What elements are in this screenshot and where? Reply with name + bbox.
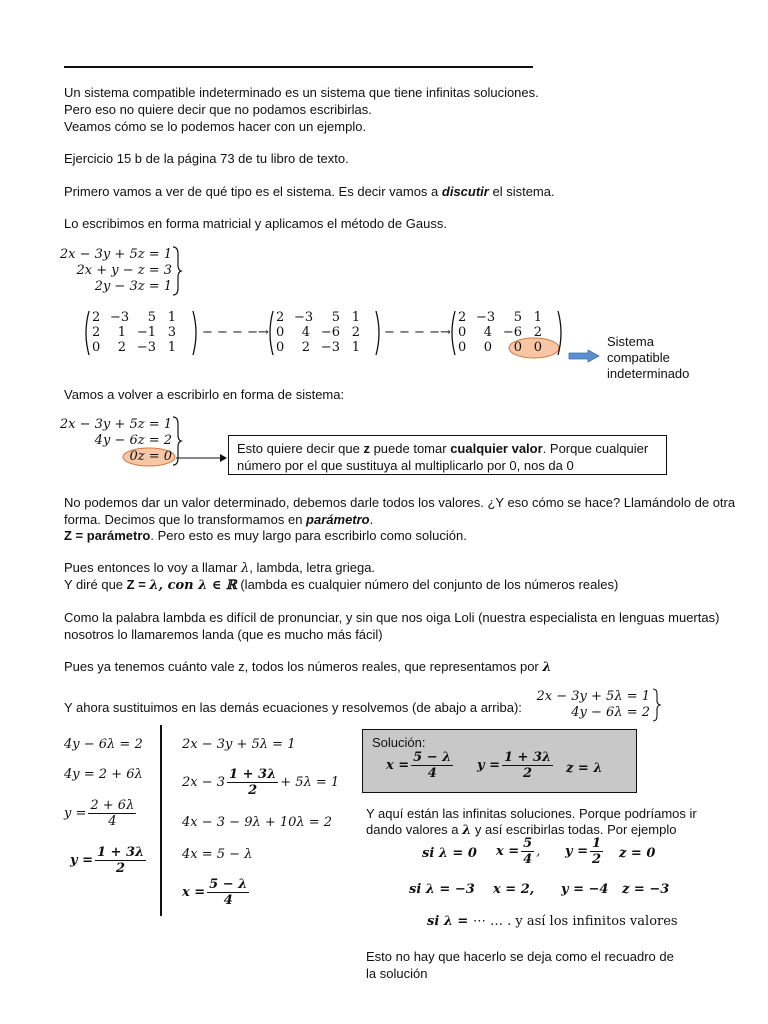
example1-y-den: 2 [591,852,602,867]
example3-rest: ⋯ … . y así los infinitos valores [472,914,678,929]
param-line-2-after: . [369,512,374,527]
column-divider [160,725,162,916]
example1-x-den: 4 [523,852,533,867]
col2-eq2-b: + 5λ = 1 [280,775,340,790]
example1-y [565,836,605,867]
matrix-cell: 4 [483,325,492,340]
classification-line-1: Sistema [607,334,654,349]
substitute-eq1: 2x − 3y + 5λ = 1 [536,689,650,704]
matrix-cell: 0 [276,325,285,340]
example2-x: x = 2, [493,882,535,897]
param-bold: Z = parámetro [64,528,151,543]
matrix-cell: 1 [351,310,360,325]
col1-eq3-num: 2 + 6λ [90,798,135,813]
system2-eq3: 0z = 0 [129,449,172,464]
zvalue-line [64,658,552,676]
infinite-line-2-before: dando valores a [366,822,463,837]
matrix-cell: −1 [136,325,156,340]
matrix-2 [276,310,360,355]
matrix-cell: 1 [167,310,176,325]
matrix-cell: 1 [533,310,542,325]
example1-z: z = 0 [619,846,656,861]
matrix-cell: −3 [136,340,156,355]
matrix-3-paren-left [448,310,456,356]
matrix-cell: 0 [276,340,285,355]
lambda-line-2-bold: Z = [126,577,150,592]
col2-eq1: 2x − 3y + 5λ = 1 [182,737,296,752]
matrix-cell: −3 [476,310,496,325]
pointer-arrow-icon [176,453,228,463]
matrix-cell: 5 [331,310,340,325]
matrix-cell: 2 [351,325,360,340]
matrix-cell: −3 [320,340,340,355]
system2-eq1: 2x − 3y + 5z = 1 [59,417,172,432]
note-middle: puede tomar [369,441,451,456]
matrix-cell: 5 [147,310,156,325]
zvalue-symbol: λ [542,660,552,675]
param-line-3 [64,527,467,544]
lambda-line-1-before: Pues entonces lo voy a llamar [64,560,242,575]
example1-x-after: , [536,844,541,859]
matrix-cell: 2 [458,310,467,325]
footer-line-1: Esto no hay que hacerlo se deja como el recuadro de [366,949,674,964]
param-line-2 [64,511,373,528]
example1-x-num: 5 [523,836,533,851]
col2-eq2-a: 2x − 3 [182,775,226,790]
solution-x-lhs: x = [386,758,410,773]
matrix-2-paren-left [266,310,274,356]
col2-eq5-num: 5 − λ [209,877,248,892]
matrix-cell: 1 [117,325,126,340]
substitute-brace [652,688,661,722]
matrix-cell: 5 [513,310,522,325]
system1-brace [172,246,182,296]
solution-x-den: 4 [427,766,437,781]
intro-line-1: Un sistema compatible indeterminado es un sistema que tiene infinitas soluciones. [64,85,539,100]
example2-y: y = −4 [561,882,609,897]
matrix-3 [458,310,542,355]
top-divider [64,66,533,68]
right-arrow-icon [568,349,600,363]
solution-y-den: 2 [523,766,533,781]
col1-eq1: 4y − 6λ = 2 [64,737,143,752]
lambda-line-1-after: , lambda, letra griega. [249,560,376,575]
param-line-1: No podemos dar un valor determinado, debemos darle todos los valores. ¿Y eso cómo se hace? Llamándolo de otra [64,495,736,510]
matrix-cell: 2 [117,340,126,355]
example2-z: z = −3 [622,882,670,897]
system2-eq2: 4y − 6z = 2 [94,433,172,448]
solution-y-lhs: y = [477,758,500,773]
solution-x [386,750,455,781]
matrix-2-paren-right [375,310,383,356]
intro-line-3: Veamos cómo se lo podemos hacer con un ejemplo. [64,119,367,134]
param-emph: parámetro [306,512,370,527]
matrix-cell: 0 [483,340,492,355]
lambda-line-2-after: (lambda es cualquier número del conjunto de los números reales) [236,577,619,592]
classification-line-3: indeterminado [607,366,690,381]
footer-line-2: la solución [366,966,428,981]
col2-eq4: 4x = 5 − λ [182,847,253,862]
col1-eq3 [64,798,138,829]
intro-line-2: Pero eso no quiere decir que no podamos escribirlas. [64,102,372,117]
matrix-cell: 0 [458,325,467,340]
param-line-3-after: . Pero esto es muy largo para escribirlo como solución. [150,528,467,543]
lambda-line-2-before: Y diré que [64,577,127,592]
col1-eq3-lhs: y = [64,806,87,821]
matrix-cell: 2 [533,325,542,340]
solution-x-num: 5 − λ [413,750,452,765]
discuss-before: Primero vamos a ver de qué tipo es el sistema. Es decir vamos a [64,184,442,199]
matrix-cell: 2 [92,325,101,340]
matrix-3-paren-right [557,310,565,356]
example1-y-lhs: y = [565,844,588,859]
lambda-line-2 [64,576,618,594]
matrix-cell: −6 [502,325,522,340]
example1-y-num: 1 [591,836,602,851]
zvalue-text: Pues ya tenemos cuánto vale z, todos los números reales, que representamos por [64,659,543,674]
matrix-cell: −3 [294,310,314,325]
param-line-2-before: forma. Decimos que lo transformamos en [64,512,307,527]
col2-eq5-lhs: x = [182,885,206,900]
infinite-symbol: λ [462,823,472,838]
note-before: Esto quiere decir que [237,441,364,456]
note-line-1 [237,440,648,457]
col2-eq5 [182,877,251,908]
matrix-cell: 4 [301,325,310,340]
matrix-cell: 2 [92,310,101,325]
example3 [427,914,678,930]
col2-eq3: 4x − 3 − 9λ + 10λ = 2 [182,815,333,830]
loli-line-1: Como la palabra lambda es difícil de pronunciar, y sin que nos oiga Loli (nuestra especialista en lenguas muertas) [64,610,720,625]
example2-cond: si λ = −3 [409,882,475,897]
system1-eq2: 2x + y − z = 3 [76,263,172,278]
substitute-eq2: 4y − 6λ = 2 [571,705,650,720]
matrix-cell: 2 [276,310,285,325]
solution-label: Solución: [372,735,426,750]
col2-eq2-num: 1 + 3λ [229,767,277,782]
example1-x-lhs: x = [496,844,520,859]
discuss-after: el sistema. [488,184,555,199]
solution-z: z = λ [566,761,603,776]
col1-eq2: 4y = 2 + 6λ [64,767,143,782]
col1-eq4-lhs: y = [70,853,93,868]
solution-y-num: 1 + 3λ [503,750,552,765]
matrix-cell: 2 [301,340,310,355]
col1-eq4 [70,845,148,876]
rewrite-intro: Vamos a volver a escribirlo en forma de sistema: [64,387,345,402]
infinite-line-1: Y aquí están las infinitas soluciones. Porque podríamos ir [366,806,697,821]
note-bold: cualquier valor [450,441,543,456]
matrix-cell: 0 [533,340,542,355]
discuss-paragraph [64,183,555,200]
col2-eq5-den: 4 [223,893,233,908]
lambda-line-2-math: λ, con λ ∈ ℝ [149,578,237,593]
matrix-cell: −6 [320,325,340,340]
matrix-cell: 0 [458,340,467,355]
system1-eq1: 2x − 3y + 5z = 1 [59,247,172,262]
exercise-reference: Ejercicio 15 b de la página 73 de tu libro de texto. [64,151,349,166]
note-after: . Porque cualquier [542,441,649,456]
gauss-arrow-2: − − − −→ [384,325,451,340]
col2-eq2-den: 2 [248,783,258,798]
matrix-cell: 3 [167,325,176,340]
system1-eq3: 2y − 3z = 1 [94,279,172,294]
classification-line-2: compatible [607,350,670,365]
solution-y [477,750,555,781]
matrix-1-paren-left [82,310,90,356]
gauss-arrow-1: − − − −→ [202,325,269,340]
lambda-line-1 [64,559,375,577]
note-z: z [363,441,370,456]
discuss-emph: discutir [441,184,489,199]
col2-eq2 [182,767,339,798]
substitute-text: Y ahora sustituimos en las demás ecuaciones y resolvemos (de abajo a arriba): [64,700,522,715]
infinite-line-2-after: y así escribirlas todas. Por ejemplo [471,822,677,837]
matrix-cell: −3 [110,310,130,325]
loli-line-2: nosotros lo llamaremos landa (que es mucho más fácil) [64,627,383,642]
matrix-1 [92,310,176,355]
matrix-cell: 0 [513,340,522,355]
gauss-intro: Lo escribimos en forma matricial y aplicamos el método de Gauss. [64,216,447,231]
matrix-1-paren-right [192,310,200,356]
example1-x [496,836,540,867]
example3-cond: si λ = [427,914,473,929]
matrix-cell: 1 [351,340,360,355]
matrix-cell: 0 [92,340,101,355]
col1-eq4-num: 1 + 3λ [96,845,145,860]
col1-eq3-den: 4 [108,814,117,829]
note-line-2: número por el que sustituya al multiplicarlo por 0, nos da 0 [237,458,574,473]
col1-eq4-den: 2 [116,861,126,876]
example1-cond: si λ = 0 [422,846,477,861]
matrix-cell: 1 [167,340,176,355]
lambda-symbol: λ [241,561,250,576]
